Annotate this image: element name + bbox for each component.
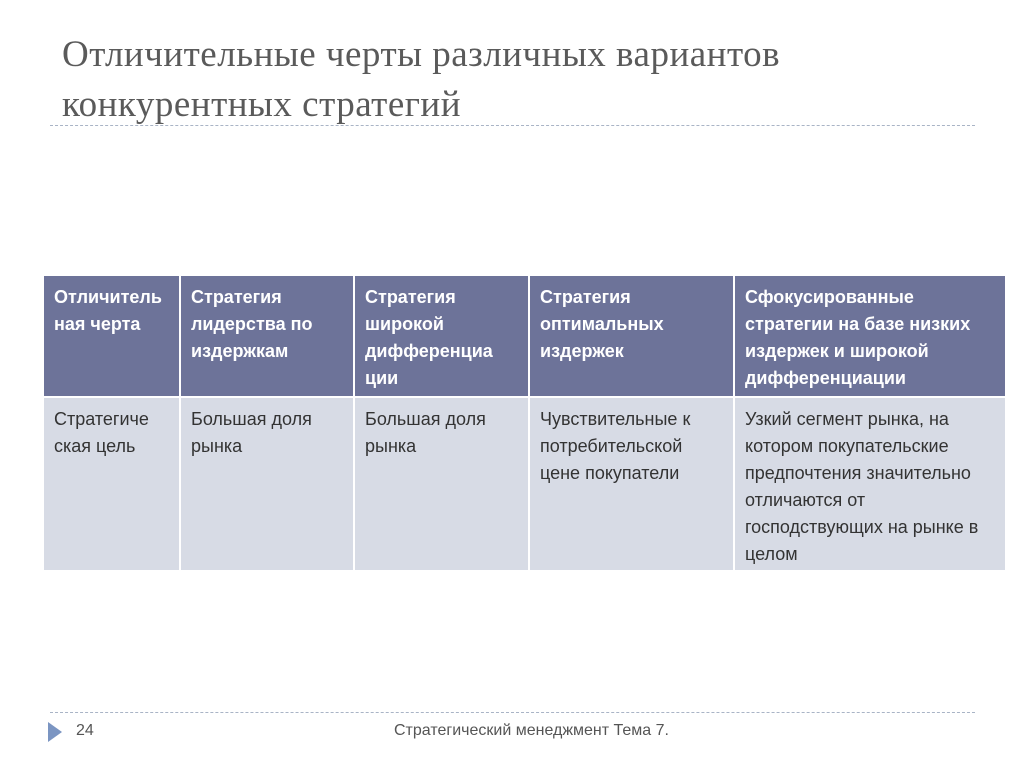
table-cell: Большая доля рынка [180, 397, 354, 571]
header-cell: Стратегия лидерства по издержкам [180, 275, 354, 397]
title-divider [50, 125, 975, 126]
triangle-arrow-icon [48, 722, 62, 742]
table-cell: Узкий сегмент рынка, на котором покупательские предпочтения значительно отличаются от господствующих на рынке в целом [734, 397, 1006, 571]
page-number: 24 [76, 722, 94, 739]
header-cell: Стратегия оптимальных издержек [529, 275, 734, 397]
header-cell: Стратегия широкой дифференциа ции [354, 275, 529, 397]
table-cell: Большая доля рынка [354, 397, 529, 571]
footer-text: Стратегический менеджмент Тема 7. [394, 722, 669, 739]
header-cell: Отличитель ная черта [43, 275, 180, 397]
table-cell: Стратегиче ская цель [43, 397, 180, 571]
header-cell: Сфокусированные стратегии на базе низких издержек и широкой дифференциации [734, 275, 1006, 397]
table-row [43, 397, 1006, 571]
table-header-row [43, 275, 1006, 397]
footer-divider [50, 712, 975, 713]
comparison-table [42, 274, 1007, 572]
table-cell: Чувствительные к потребительской цене покупатели [529, 397, 734, 571]
slide-title: Отличительные черты различных вариантов конкурентных стратегий [62, 34, 781, 125]
